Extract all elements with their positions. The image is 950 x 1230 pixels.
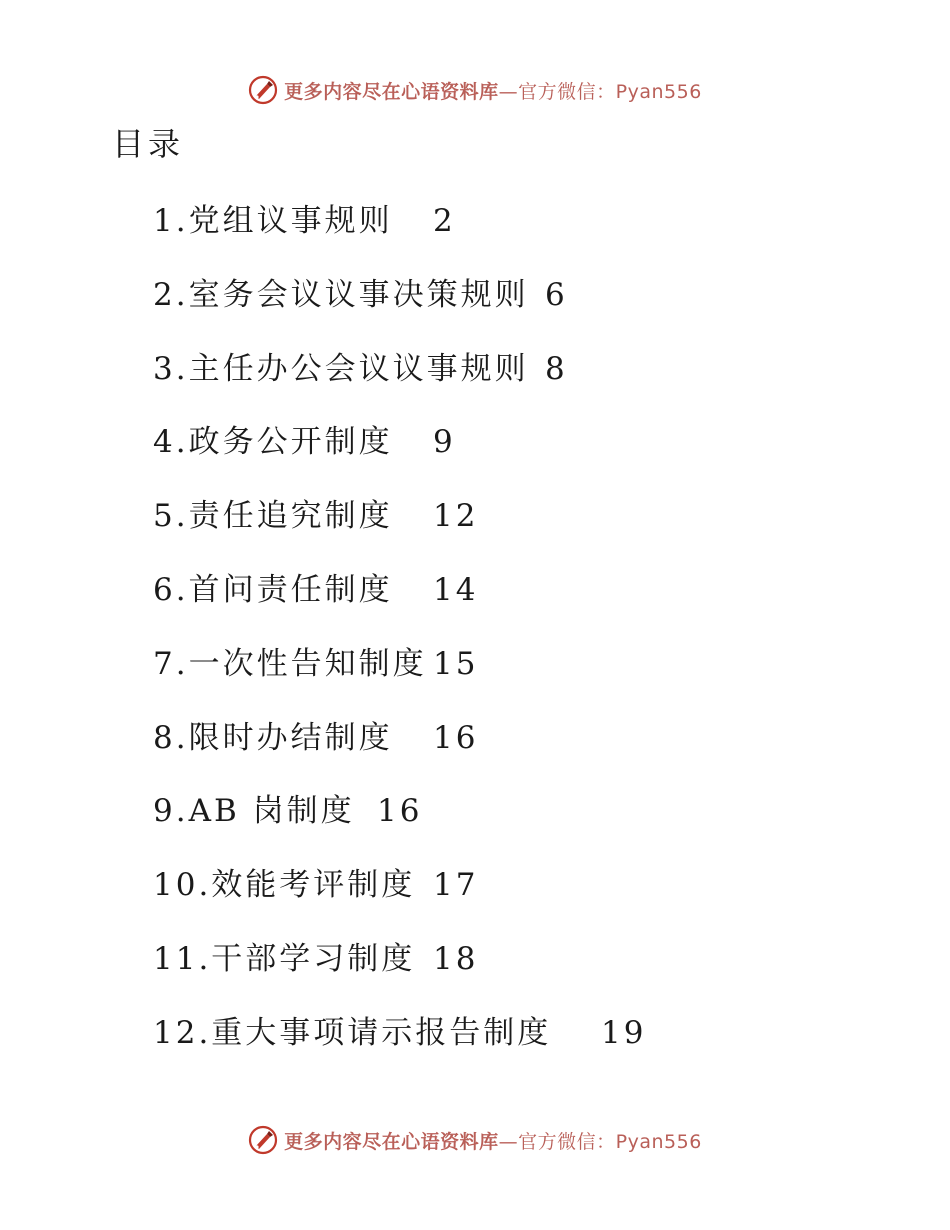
toc-item-label: 8.限时办结制度	[153, 719, 393, 756]
toc-item-label: 6.首问责任制度	[153, 571, 393, 608]
toc-item[interactable]	[153, 1011, 646, 1085]
toc-item-page: 9	[433, 424, 456, 461]
toc-item-label: 12.重大事项请示报告制度	[153, 1014, 552, 1051]
watermark-text	[284, 1127, 702, 1154]
toc-item-page: 16	[377, 793, 423, 830]
toc-item[interactable]	[153, 642, 646, 716]
toc-item-page: 15	[433, 645, 479, 682]
toc-item-page: 17	[433, 867, 479, 904]
toc-item-page: 19	[601, 1014, 647, 1051]
pen-logo-icon	[248, 1125, 278, 1155]
watermark-suffix: —官方微信：Pyan556	[498, 80, 702, 103]
toc-item[interactable]	[153, 568, 646, 642]
toc-item[interactable]	[153, 347, 646, 421]
table-of-contents	[153, 199, 646, 1085]
pen-logo-icon	[248, 75, 278, 105]
toc-item[interactable]	[153, 863, 646, 937]
watermark-text	[284, 77, 702, 104]
toc-item-label: 1.党组议事规则	[153, 203, 393, 239]
toc-item[interactable]	[153, 420, 646, 494]
toc-item[interactable]	[153, 199, 646, 273]
toc-item[interactable]	[153, 937, 646, 1011]
toc-item-page: 8	[545, 350, 568, 387]
toc-item-label: 9.AB 岗制度	[153, 793, 355, 830]
toc-item-page: 18	[433, 940, 479, 977]
toc-item-label: 11.干部学习制度	[153, 940, 416, 977]
toc-item[interactable]	[153, 273, 646, 347]
page-title: 目录	[112, 125, 185, 163]
watermark-brand: 更多内容尽在心语资料库	[284, 80, 499, 103]
toc-item-label: 5.责任追究制度	[153, 498, 393, 535]
header-watermark	[0, 70, 950, 110]
toc-item-page: 6	[545, 276, 568, 313]
toc-item[interactable]	[153, 789, 646, 863]
toc-item-label: 10.效能考评制度	[153, 867, 416, 904]
toc-item-page: 12	[433, 498, 479, 535]
toc-item-label: 7.一次性告知制度	[153, 645, 427, 682]
watermark-suffix: —官方微信：Pyan556	[498, 1130, 702, 1153]
toc-item-label: 3.主任办公会议议事规则	[153, 350, 529, 387]
toc-item[interactable]	[153, 716, 646, 790]
toc-item-page: 14	[433, 571, 479, 608]
toc-item[interactable]	[153, 494, 646, 568]
toc-item-page: 2	[433, 203, 456, 239]
toc-item-label: 2.室务会议议事决策规则	[153, 276, 529, 313]
toc-item-label: 4.政务公开制度	[153, 424, 393, 461]
watermark-brand: 更多内容尽在心语资料库	[284, 1130, 499, 1153]
footer-watermark	[0, 1120, 950, 1160]
toc-item-page: 16	[433, 719, 479, 756]
